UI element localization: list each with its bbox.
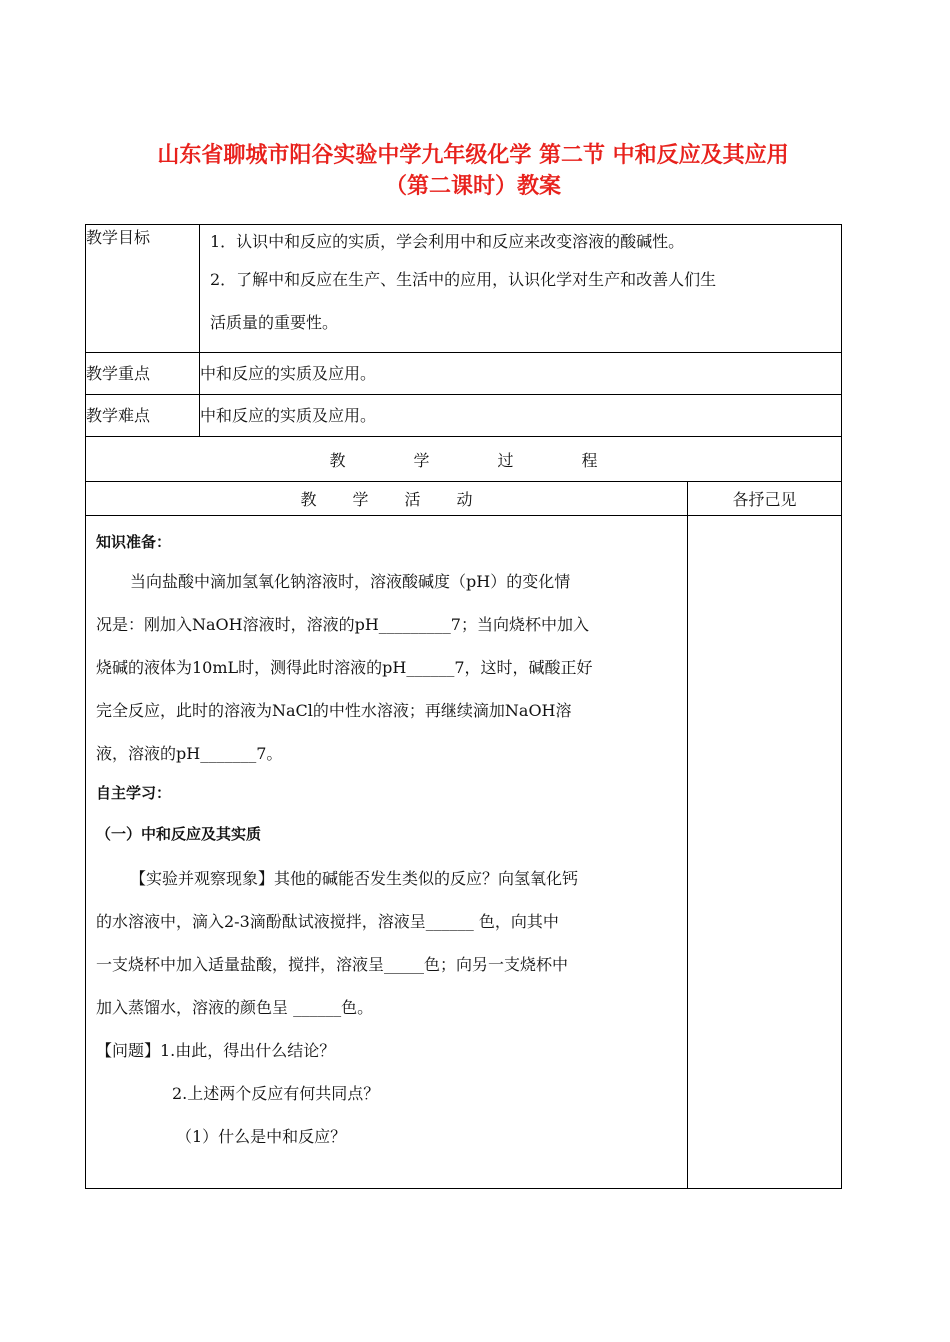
prep-line: 烧碱的液体为10mL时，测得此时溶液的pH______7，这时，碱酸正好 (96, 658, 593, 677)
process-char: 学 (413, 450, 430, 470)
key-point-label: 教学重点 (86, 353, 200, 395)
experiment-line: 的水溶液中，滴入2-3滴酚酞试液搅拌，溶液呈______ 色，向其中 (96, 912, 559, 931)
process-char: 程 (581, 450, 598, 470)
experiment-line: 一支烧杯中加入适量盐酸，搅拌，溶液呈_____色；向另一支烧杯中 (96, 955, 569, 974)
activity-body-row (86, 516, 842, 1189)
experiment-line: 加入蒸馏水，溶液的颜色呈 ______色。 (96, 998, 374, 1017)
prep-line: 当向盐酸中滴加氢氧化钠溶液时，溶液酸碱度（pH）的变化情 (130, 572, 571, 591)
difficulty-row (86, 395, 842, 437)
activity-char: 教 (300, 490, 317, 509)
process-header-row (86, 437, 842, 482)
title-line-1: 山东省聊城市阳谷实验中学九年级化学 第二节 中和反应及其应用 (157, 143, 789, 168)
self-study-heading: 自主学习： (96, 784, 172, 802)
activity-content (86, 516, 688, 1189)
experiment-line: 【实验并观察现象】其他的碱能否发生类似的反应？向氢氧化钙 (130, 869, 579, 888)
activity-char: 活 (404, 490, 421, 509)
prep-line: 完全反应，此时的溶液为NaCl的中性水溶液；再继续滴加NaOH溶 (96, 701, 572, 720)
document-title (84, 140, 862, 202)
prep-heading: 知识准备： (96, 533, 172, 551)
question-1: 【问题】1.由此，得出什么结论？ (96, 1041, 336, 1060)
objective-2a: 2．了解中和反应在生产、生活中的应用，认识化学对生产和改善人们生 (210, 270, 717, 289)
section-1-heading: （一）中和反应及其实质 (96, 825, 262, 843)
objectives-row (86, 225, 842, 353)
objectives-label: 教学目标 (86, 225, 200, 353)
key-point-value: 中和反应的实质及应用。 (200, 353, 842, 395)
objective-1: 1．认识中和反应的实质，学会利用中和反应来改变溶液的酸碱性。 (210, 232, 685, 251)
lesson-plan-table (85, 224, 842, 1189)
activity-char: 学 (352, 490, 369, 509)
question-3: （1）什么是中和反应？ (176, 1127, 347, 1146)
activity-header-row (86, 482, 842, 516)
difficulty-label: 教学难点 (86, 395, 200, 437)
prep-line: 况是：刚加入NaOH溶液时，溶液的pH_________7；当向烧杯中加入 (96, 615, 589, 634)
process-header (86, 437, 842, 482)
objective-2b: 活质量的重要性。 (210, 313, 339, 332)
question-2: 2.上述两个反应有何共同点？ (172, 1084, 380, 1103)
key-point-row (86, 353, 842, 395)
activity-char: 动 (456, 490, 473, 509)
difficulty-value: 中和反应的实质及应用。 (200, 395, 842, 437)
notes-header: 各抒己见 (688, 482, 842, 516)
notes-column (688, 516, 842, 1189)
activity-header (86, 482, 688, 516)
process-char: 教 (329, 450, 346, 470)
process-char: 过 (497, 450, 514, 470)
objectives-content (200, 225, 842, 353)
title-line-2: （第二课时）教案 (384, 174, 561, 199)
prep-line: 液，溶液的pH_______7。 (96, 744, 283, 763)
